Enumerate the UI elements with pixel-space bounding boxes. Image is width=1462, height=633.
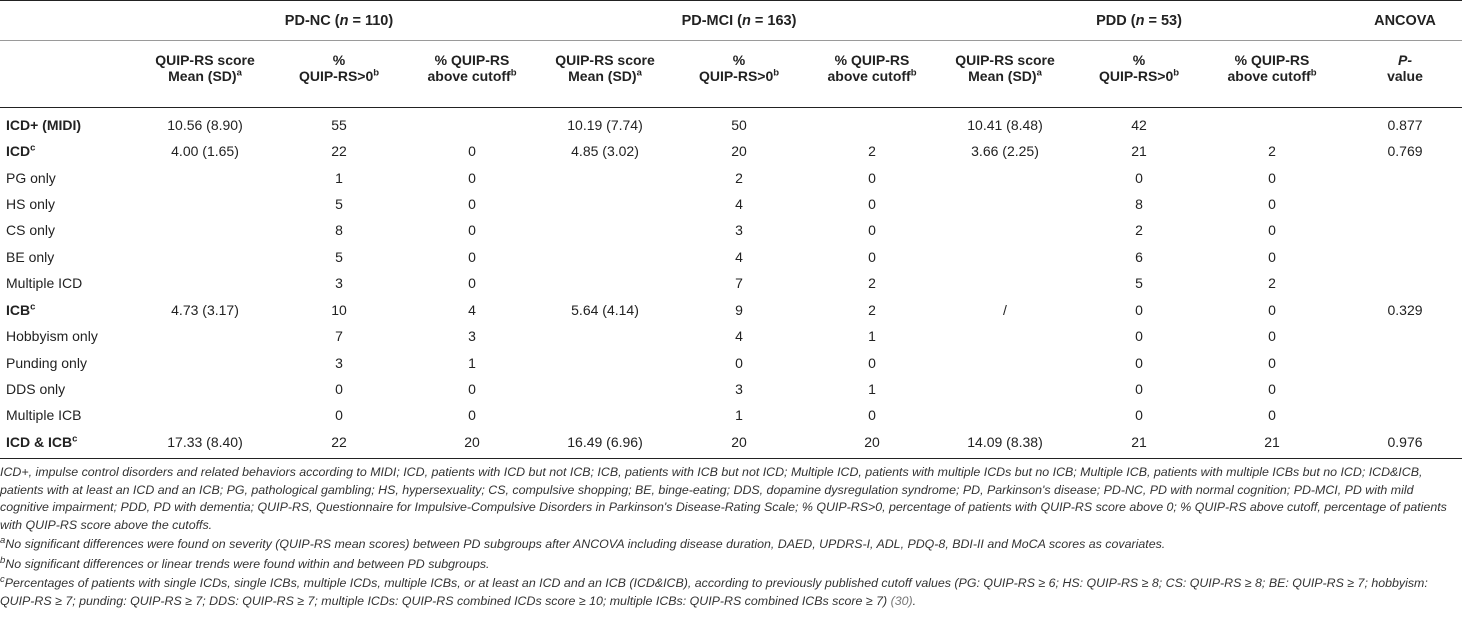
table-cell: 0 bbox=[1135, 170, 1143, 186]
subheader-line: P- bbox=[1398, 52, 1412, 68]
table-cell: 0 bbox=[468, 381, 476, 397]
table-cell: 0 bbox=[1268, 196, 1276, 212]
subheader-pct bbox=[299, 52, 379, 84]
footnote-mark: b bbox=[510, 67, 517, 79]
table-cell: 3.66 (2.25) bbox=[971, 143, 1039, 159]
footnote-a: $^a$No significant differences were found on severity (QUIP-RS mean scores) between PD subgroups after ANCOVA including disease duration, DAED, UPDRS-I, ADL, PDQ-8, BDI-II and MoCA scores as covariates. bbox=[0, 534, 1166, 551]
table-cell: 7 bbox=[335, 328, 343, 344]
row-label: HS only bbox=[6, 196, 56, 212]
table-cell: 0 bbox=[868, 170, 876, 186]
table-cell: 42 bbox=[1131, 117, 1147, 133]
table-cell: 0 bbox=[868, 355, 876, 371]
subheader-line: % QUIP-RS bbox=[1234, 52, 1310, 68]
subheader-line: QUIP-RS score bbox=[955, 52, 1055, 68]
table-cell: 5 bbox=[1135, 275, 1143, 291]
reference-link[interactable]: (30) bbox=[890, 593, 913, 608]
table-cell: 4.00 (1.65) bbox=[171, 143, 239, 159]
table-cell: 2 bbox=[868, 143, 876, 159]
table-cell: 10.56 (8.90) bbox=[167, 117, 243, 133]
table-cell: 2 bbox=[735, 170, 743, 186]
table-cell: 1 bbox=[335, 170, 343, 186]
table-cell: 10 bbox=[331, 302, 347, 318]
group-header-pdd: PDD (n = 53) bbox=[1096, 13, 1182, 29]
subheader-line: QUIP-$RS>0^b$ bbox=[698, 67, 780, 84]
table-cell: 0.329 bbox=[1387, 302, 1423, 318]
table-cell: 3 bbox=[335, 355, 343, 371]
table-cell: 0 bbox=[1268, 407, 1276, 423]
row-label: Multiple ICB bbox=[6, 407, 82, 423]
subheader-line: QUIP-RS score bbox=[555, 52, 655, 68]
footnote-mark: a bbox=[1036, 67, 1042, 79]
subheader-pct bbox=[1099, 52, 1179, 84]
footnote-mark: c bbox=[30, 142, 36, 154]
table-cell: 22 bbox=[331, 434, 347, 450]
subheader-line: above cutoff$^b$ bbox=[827, 67, 917, 84]
table-cell: 0 bbox=[1268, 355, 1276, 371]
footnotes bbox=[0, 464, 1460, 612]
table-cell: 0 bbox=[1135, 355, 1143, 371]
table-cell: 14.09 (8.38) bbox=[967, 434, 1043, 450]
table-cell: 0 bbox=[1268, 249, 1276, 265]
table-cell: 21 bbox=[1264, 434, 1280, 450]
row-label: Punding only bbox=[6, 355, 87, 371]
subheader-line: % QUIP-RS bbox=[434, 52, 510, 68]
table-cell: 4 bbox=[735, 328, 743, 344]
row-label: ICD$^c$ bbox=[6, 142, 36, 159]
table-cell: 21 bbox=[1131, 434, 1147, 450]
subheader-score bbox=[955, 52, 1055, 84]
table-cell: 0 bbox=[468, 196, 476, 212]
table-cell: 0 bbox=[1135, 407, 1143, 423]
table-cell: 4.85 (3.02) bbox=[571, 143, 639, 159]
row-label: DDS only bbox=[6, 381, 66, 397]
table-cell: 0 bbox=[335, 407, 343, 423]
table-cell: 0 bbox=[1268, 302, 1276, 318]
footnote-mark: c bbox=[72, 433, 78, 445]
row-label: ICD & ICB$^c$ bbox=[6, 433, 78, 450]
table-cell: 17.33 (8.40) bbox=[167, 434, 243, 450]
subheader-line: above cutoff$^b$ bbox=[1227, 67, 1317, 84]
table-cell: / bbox=[1003, 302, 1007, 318]
subheader-line: value bbox=[1387, 68, 1423, 84]
group-header-pd-nc: PD-NC (n = 110) bbox=[284, 13, 394, 29]
group-underline bbox=[0, 40, 1462, 41]
row-label: PG only bbox=[6, 170, 56, 186]
footnote-mark: a bbox=[236, 67, 242, 79]
footnote-c: $^c$Percentages of patients with single ICDs, single ICBs, multiple ICDs, multiple ICBs, or at least an ICD and an ICB (ICD&ICB), according to previously published cutoff values (PG: QUIP-RS ≥ 6; HS: QUIP-RS ≥ 8; CS: QUIP-RS ≥ 8; BE: QUIP-RS ≥ 7; hobbyism: QUIP-RS ≥ 7; punding: QUIP-RS ≥ 7; DDS: QUIP-RS ≥ 7; multiple ICDs: QUIP-RS combined ICDs score ≥ 10; multiple ICBs: QUIP-RS combined ICBs score ≥ 7) (30). bbox=[0, 573, 1428, 608]
table-cell: 3 bbox=[735, 381, 743, 397]
subheader-line: % QUIP-RS bbox=[834, 52, 910, 68]
footnote-mark: c bbox=[30, 301, 36, 313]
table-cell: 4 bbox=[735, 249, 743, 265]
row-label: BE only bbox=[6, 249, 55, 265]
table-cell: 4.73 (3.17) bbox=[171, 302, 239, 318]
row-label: Multiple ICD bbox=[6, 275, 83, 291]
table-cell: 2 bbox=[1268, 275, 1276, 291]
row-label: CS only bbox=[6, 222, 56, 238]
row-label: Hobbyism only bbox=[6, 328, 98, 344]
subheader-p-value bbox=[1387, 52, 1423, 84]
table-cell: 0 bbox=[1268, 170, 1276, 186]
table-cell: 6 bbox=[1135, 249, 1143, 265]
table-cell: 1 bbox=[735, 407, 743, 423]
table-cell: 0 bbox=[468, 170, 476, 186]
table-cell: 2 bbox=[1135, 222, 1143, 238]
subheader-line: % bbox=[1132, 52, 1146, 68]
table-cell: 8 bbox=[1135, 196, 1143, 212]
subheader-line: QUIP-$RS>0^b$ bbox=[298, 67, 380, 84]
table-cell: 0 bbox=[468, 222, 476, 238]
table-cell: 0 bbox=[335, 381, 343, 397]
footnote-abbreviations: ICD+, impulse control disorders and related behaviors according to MIDI; ICD, patients with ICD but not ICB; ICB, patients with ICB but not ICD; Multiple ICD, patients with multiple ICDs but no ICB; Multiple ICB, patients with multiple ICBs but no ICD; ICD&ICB, patients with at least an ICD and an ICB; PG, pathological gambling; HS, hypersexuality; CS, compulsive shopping; BE, binge-eating; DDS, dopamine dysregulation syndrome; PD, Parkinson's disease; PD-NC, PD with normal cognition; PD-MCI, PD with mild cognitive impairment; PDD, PD with dementia; QUIP-RS, Questionnaire for Impulsive-Compulsive Disorders in Parkinson's Disease-Rating Scale; % QUIP-RS>0, percentage of patients with QUIP-RS score above 0; % QUIP-RS above cutoff, percentage of patients with QUIP-RS score above the cutoffs. bbox=[0, 465, 1447, 532]
subheader-cutoff bbox=[827, 52, 916, 84]
table-cell: 5 bbox=[335, 249, 343, 265]
subheader-line: Mean (SD)$^a$ bbox=[568, 67, 642, 84]
table-cell: 8 bbox=[335, 222, 343, 238]
row-label: ICD+ (MIDI) bbox=[6, 117, 82, 133]
table-cell: 1 bbox=[468, 355, 476, 371]
table-cell: 0 bbox=[868, 222, 876, 238]
table-cell: 0.976 bbox=[1387, 434, 1423, 450]
table-cell: 55 bbox=[331, 117, 347, 133]
subheader-line: QUIP-$RS>0^b$ bbox=[1098, 67, 1180, 84]
subheader-line: Mean (SD)$^a$ bbox=[968, 67, 1042, 84]
table-cell: 10.19 (7.74) bbox=[567, 117, 643, 133]
footnote-mark: b bbox=[1310, 67, 1317, 79]
subheader-cutoff bbox=[427, 52, 516, 84]
table-cell: 0 bbox=[1268, 328, 1276, 344]
row-label: ICB$^c$ bbox=[6, 301, 36, 318]
table-cell: 0 bbox=[1135, 328, 1143, 344]
table-cell: 0 bbox=[468, 407, 476, 423]
footnote-mark: b bbox=[373, 67, 380, 79]
table-cell: 5.64 (4.14) bbox=[571, 302, 639, 318]
table-cell: 1 bbox=[868, 328, 876, 344]
table-cell: 4 bbox=[735, 196, 743, 212]
table-cell: 4 bbox=[468, 302, 476, 318]
table-cell: 0 bbox=[468, 275, 476, 291]
footnote-b: $^b$No significant differences or linear trends were found within and between PD subgroups. bbox=[0, 554, 490, 571]
footnote-mark: a bbox=[636, 67, 642, 79]
table-cell: 0 bbox=[868, 407, 876, 423]
table-cell: 0 bbox=[1135, 381, 1143, 397]
table-cell: 50 bbox=[731, 117, 747, 133]
subheader-score bbox=[555, 52, 655, 84]
subheader-line: above cutoff$^b$ bbox=[427, 67, 517, 84]
table-cell: 0 bbox=[735, 355, 743, 371]
table-cell: 3 bbox=[335, 275, 343, 291]
table-cell: 0 bbox=[1268, 222, 1276, 238]
table-cell: 20 bbox=[731, 434, 747, 450]
table-cell: 3 bbox=[735, 222, 743, 238]
table-cell: 1 bbox=[868, 381, 876, 397]
footnote-mark: b bbox=[773, 67, 780, 79]
table-cell: 2 bbox=[868, 302, 876, 318]
subheader-line: % bbox=[332, 52, 346, 68]
table-cell: 0 bbox=[468, 249, 476, 265]
table-cell: 10.41 (8.48) bbox=[967, 117, 1043, 133]
top-rule bbox=[0, 0, 1462, 1]
footnote-mark: b bbox=[910, 67, 917, 79]
table-cell: 9 bbox=[735, 302, 743, 318]
table-cell: 20 bbox=[464, 434, 480, 450]
subheader-line: % bbox=[732, 52, 746, 68]
table-cell: 21 bbox=[1131, 143, 1147, 159]
subheader-cutoff bbox=[1227, 52, 1316, 84]
table-cell: 2 bbox=[1268, 143, 1276, 159]
subheader-line: QUIP-RS score bbox=[155, 52, 255, 68]
table-cell: 3 bbox=[468, 328, 476, 344]
table-cell: 0.769 bbox=[1387, 143, 1423, 159]
table-cell: 0 bbox=[468, 143, 476, 159]
table-cell: 22 bbox=[331, 143, 347, 159]
table-cell: 5 bbox=[335, 196, 343, 212]
footnote-mark: b bbox=[1173, 67, 1180, 79]
table-cell: 2 bbox=[868, 275, 876, 291]
table-cell: 16.49 (6.96) bbox=[567, 434, 643, 450]
group-header-ancova: ANCOVA bbox=[1374, 13, 1436, 29]
table-cell: 0 bbox=[1268, 381, 1276, 397]
subheader-score bbox=[155, 52, 255, 84]
header-bottom-rule bbox=[0, 107, 1462, 108]
table-cell: 0 bbox=[868, 249, 876, 265]
subheader-line: Mean (SD)$^a$ bbox=[168, 67, 242, 84]
table-cell: 0 bbox=[1135, 302, 1143, 318]
group-header-pd-mci: PD-MCI (n = 163) bbox=[681, 13, 797, 29]
bottom-rule bbox=[0, 458, 1462, 459]
subheader-pct bbox=[699, 52, 779, 84]
table-cell: 0 bbox=[868, 196, 876, 212]
table-cell: 0.877 bbox=[1387, 117, 1423, 133]
table-cell: 20 bbox=[731, 143, 747, 159]
table-cell: 20 bbox=[864, 434, 880, 450]
table-cell: 7 bbox=[735, 275, 743, 291]
